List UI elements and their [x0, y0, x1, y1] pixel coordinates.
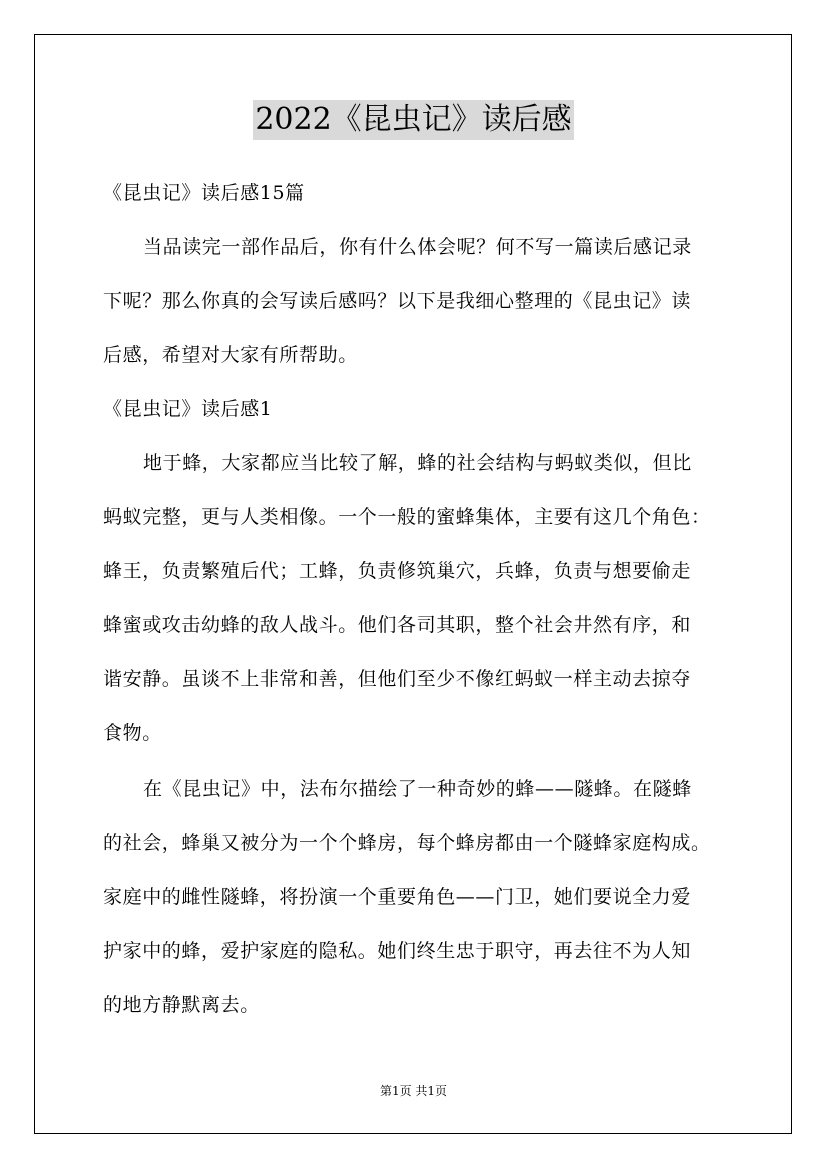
- page-footer: 第1页 共1页: [379, 1084, 448, 1098]
- paragraph2-line: 家庭中的雌性隧蜂，将扮演一个重要角色——门卫，她们要说全力爱: [103, 886, 692, 908]
- paragraph2-line: 的社会，蜂巢又被分为一个个蜂房，每个蜂房都由一个隧蜂家庭构成。: [103, 832, 711, 854]
- intro-line: 后感，希望对大家有所帮助。: [103, 344, 358, 366]
- paragraph1-line: 蚂蚁完整，更与人类相像。一个一般的蜜蜂集体，主要有这几个角色：: [103, 506, 711, 528]
- document-subtitle: 《昆虫记》读后感15篇: [103, 182, 305, 204]
- paragraph1-line: 蜂王，负责繁殖后代；工蜂，负责修筑巢穴，兵蜂，负责与想要偷走: [103, 560, 692, 582]
- document-title: 2022《昆虫记》读后感: [253, 100, 573, 140]
- intro-line: 当品读完一部作品后，你有什么体会呢？何不写一篇读后感记录: [143, 236, 692, 258]
- title-container: [0, 100, 827, 140]
- paragraph2-line: 的地方静默离去。: [103, 994, 260, 1016]
- paragraph2-line: 护家中的蜂，爱护家庭的隐私。她们终生忠于职守，再去往不为人知: [103, 940, 692, 962]
- section-heading: 《昆虫记》读后感1: [103, 398, 273, 420]
- paragraph1-line: 食物。: [103, 722, 162, 744]
- paragraph2-line: 在《昆虫记》中，法布尔描绘了一种奇妙的蜂——隧蜂。在隧蜂: [143, 778, 692, 800]
- paragraph1-line: 地于蜂，大家都应当比较了解，蜂的社会结构与蚂蚁类似，但比: [143, 452, 692, 474]
- intro-line: 下呢？那么你真的会写读后感吗？以下是我细心整理的《昆虫记》读: [103, 290, 692, 312]
- paragraph1-line: 谐安静。虽谈不上非常和善，但他们至少不像红蚂蚁一样主动去掠夺: [103, 668, 692, 690]
- paragraph1-line: 蜂蜜或攻击幼蜂的敌人战斗。他们各司其职，整个社会井然有序，和: [103, 614, 692, 636]
